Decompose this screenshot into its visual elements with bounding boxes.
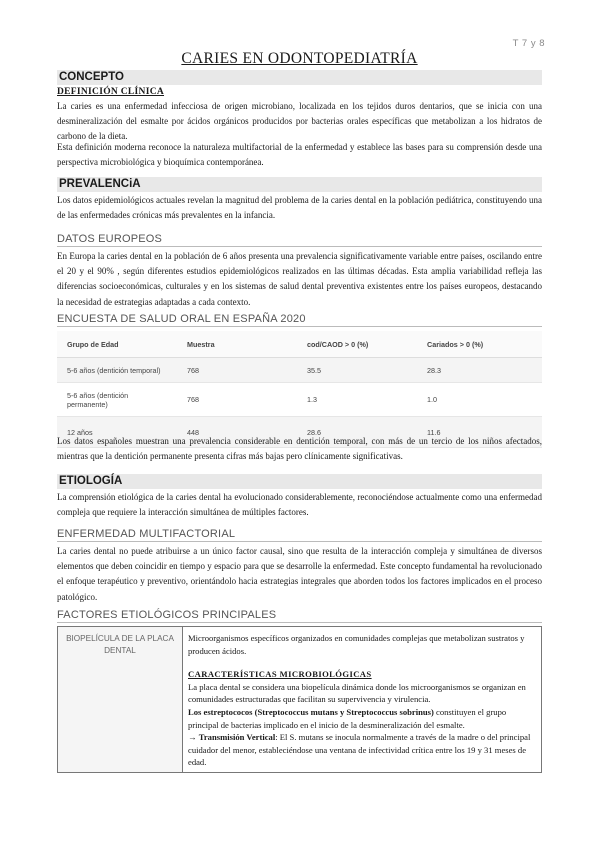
heading-enfermedad-multifactorial: ENFERMEDAD MULTIFACTORIAL xyxy=(57,528,542,542)
section-heading-prevalencia: PREVALENCiA xyxy=(57,177,542,192)
table-cell: 5-6 años (dentición permanente) xyxy=(57,383,177,417)
heading-datos-europeos: DATOS EUROPEOS xyxy=(57,233,542,247)
factor-description: Microorganismos específicos organizados en comunidades complejas que metabolizan sustratos y producen ácidos. xyxy=(188,633,525,656)
factors-table xyxy=(57,626,542,773)
strep-rest-text: constituyen el grupo principal de bacterias implicado en el inicio de la desmineralización del esmalte. xyxy=(188,706,507,730)
paragraph-datos-espanoles: Los datos españoles muestran una prevalencia considerable en dentición temporal, con más de un tercio de los niños afectados, mientras que la dentición permanente presenta cifras más bajas pero clínicamente significativas. xyxy=(57,436,542,462)
heading-encuesta-2020: ENCUESTA DE SALUD ORAL EN ESPAÑA 2020 xyxy=(57,313,542,327)
table-header-cell: Cariados > 0 (%) xyxy=(417,331,542,358)
paragraph-definicion: La caries es una enfermedad infecciosa de origen microbiano, localizada en los tejidos duros dentarios, que se inicia con una desmineralización del esmalte por ácidos orgánicos producidos por bacterias orales específicas que metabolizan a los hidratos de carbono de la dieta. xyxy=(57,101,542,142)
table-row xyxy=(57,383,542,417)
table-cell: 448 xyxy=(177,417,297,448)
section-heading-etiologia: ETIOLOGÍA xyxy=(57,474,542,489)
table-cell: 28.6 xyxy=(297,417,417,448)
heading-factores-etiologicos: FACTORES ETIOLÓGICOS PRINCIPALES xyxy=(57,609,542,623)
section-heading-concepto: CONCEPTO xyxy=(57,70,542,85)
table-header-row xyxy=(57,331,542,358)
subheading-caracteristicas: CARACTERÍSTICAS MICROBIOLÓGICAS xyxy=(188,669,372,680)
factor-name-cell: BIOPELÍCULA DE LA PLACA DENTAL xyxy=(58,627,183,773)
table-cell: 1.0 xyxy=(417,383,542,417)
table-header-cell: Grupo de Edad xyxy=(57,331,177,358)
prevalence-table xyxy=(57,331,542,448)
table-cell: 11.6 xyxy=(417,417,542,448)
table-cell: 768 xyxy=(177,383,297,417)
transmision-rest-text: : El S. mutans se inocula normalmente a través de la madre o del principal cuidador del menor, estableciéndose una ventana de infectividad crítica entre los 19 y 31 meses de edad. xyxy=(188,732,531,768)
table-cell: 1.3 xyxy=(297,383,417,417)
strep-bold-text: Los estreptococos (Streptococcus mutans y Streptococcus sobrinus) xyxy=(188,706,434,717)
paragraph-definicion-moderna: Esta definición moderna reconoce la naturaleza multifactorial de la enfermedad y establece las bases para su comprensión desde una perspectiva microbiológica y bioquímica contemporánea. xyxy=(57,142,542,168)
paragraph-prevalencia: Los datos epidemiológicos actuales revelan la magnitud del problema de la caries dental en la población pediátrica, constituyendo una de las enfermedades crónicas más prevalentes en la infancia. xyxy=(57,195,542,221)
table-row xyxy=(58,627,542,773)
paragraph-transmision xyxy=(188,731,536,769)
arrow-icon: → xyxy=(188,732,197,743)
table-cell: 28.3 xyxy=(417,358,542,383)
table-header-cell: Muestra xyxy=(177,331,297,358)
factor-description-cell xyxy=(183,627,542,773)
paragraph-estreptococos xyxy=(188,706,536,731)
paragraph-europa: En Europa la caries dental en la población de 6 años presenta una prevalencia significativamente variable entre países, oscilando entre el 20 y el 90% , según diferentes estudios epidemiológicos realizados en las últimas décadas. Esta amplia variabilidad refleja las diferencias socioeconómicas, culturales y en los sistemas de salud dental preventiva existentes entre los países europeos, destacando la necesidad de estrategias adaptadas a cada contexto. xyxy=(57,251,542,307)
subheading-definicion: DEFINICIÓN CLÍNICA xyxy=(57,87,165,97)
page-number: T 7 y 8 xyxy=(512,38,545,49)
table-row xyxy=(57,358,542,383)
page-title: CARIES EN ODONTOPEDIATRÍA xyxy=(181,50,418,67)
table-header-cell: cod/CAOD > 0 (%) xyxy=(297,331,417,358)
table-cell: 768 xyxy=(177,358,297,383)
transmision-bold-text: Transmisión Vertical xyxy=(198,732,276,743)
paragraph-biopelicula: La placa dental se considera una biopelícula dinámica donde los microorganismos se organizan en comunidades estructuradas que facilitan su supervivencia y virulencia. xyxy=(188,681,526,705)
paragraph-etiologia: La comprensión etiológica de la caries dental ha evolucionado considerablemente, reconociéndose actualmente como una enfermedad compleja que requiere la interacción simultánea de múltiples factores. xyxy=(57,492,542,518)
table-cell: 12 años xyxy=(57,417,177,448)
table-cell: 35.5 xyxy=(297,358,417,383)
paragraph-multifactorial: La caries dental no puede atribuirse a un único factor causal, sino que resulta de la interacción compleja y simultánea de diversos elementos que deben coincidir en tiempo y espacio para que se desarrolle la enfermedad. Este concepto fundamental ha revolucionado el enfoque terapéutico y preventivo, orientándolo hacia estrategias integrales que aborden todos los factores implicados en el proceso patológico. xyxy=(57,546,542,602)
table-cell: 5-6 años (dentición temporal) xyxy=(57,358,177,383)
